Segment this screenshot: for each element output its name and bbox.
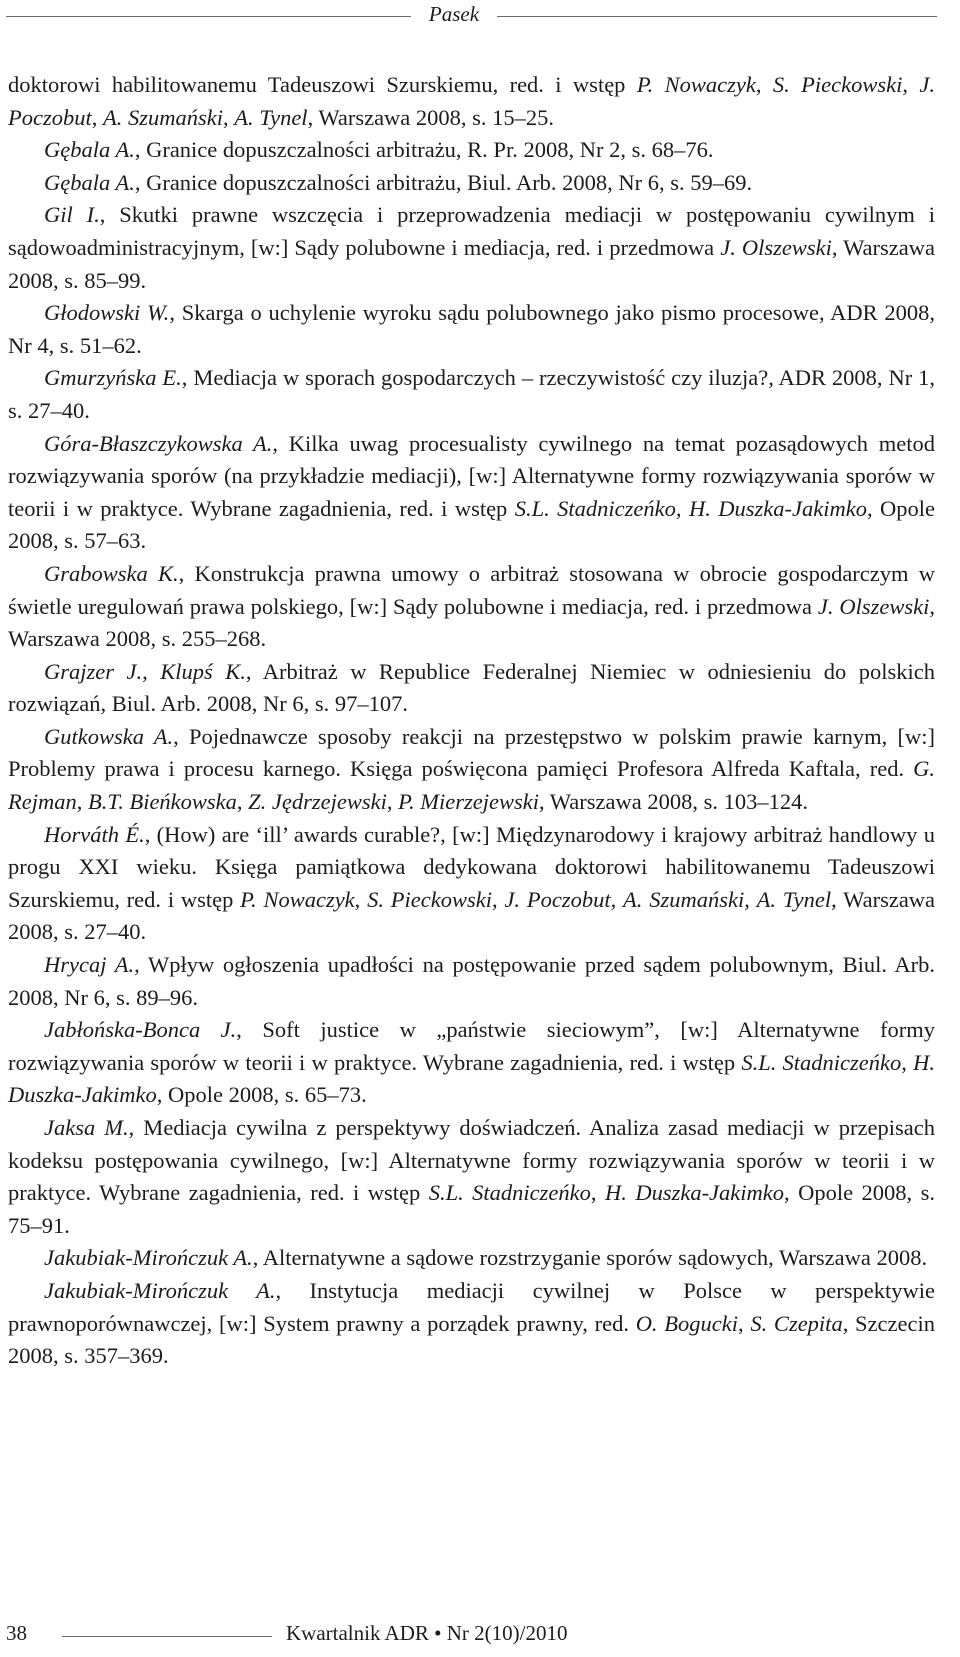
entry-text: , Granice dopuszczalności arbitrażu, Biul. Arb. 2008, Nr 6, s. 59–69. <box>134 169 753 195</box>
page-footer <box>0 1617 960 1651</box>
entry-text: , Pojednawcze sposoby reakcji na przestępstwo w polskim prawie karnym, [w:] Problemy prawa i procesu karnego. Księga poświęcona pamięci Profesora Alfreda Kaftala, red. <box>8 723 935 782</box>
entry-author-italic: H. Duszka-Jakimko <box>688 495 867 521</box>
entry-author-italic: Gmurzyńska E. <box>44 365 182 391</box>
entry-text: , Warszawa 2008, s. 27–40. <box>8 886 936 945</box>
running-header <box>0 0 960 34</box>
entry-text: , Mediacja w sporach gospodarczych – rzeczywistość czy iluzja?, ADR 2008, Nr 1, s. 27–40. <box>8 365 935 423</box>
entry-author-italic: J. Olszewski <box>817 593 930 619</box>
entry-text: , <box>142 658 161 684</box>
header-rule-right <box>497 16 937 17</box>
entry-text: , <box>492 886 505 912</box>
entry-author-italic: Grabowska K. <box>44 560 179 586</box>
entry-text: , Arbitraż w Republice Federalnej Niemiec w odniesieniu do polskich rozwiązań, Biul. Arb. 2008, Nr 6, s. 97–107. <box>8 658 935 717</box>
bibliography-entry <box>8 819 935 949</box>
entry-text: , Konstrukcja prawna umowy o arbitraż stosowana w obrocie gospodarczym w świetle uregulowań prawa polskiego, [w:] Sądy polubowne i mediacja, red. i przedmowa <box>8 560 935 619</box>
entry-text: , <box>76 789 88 815</box>
entry-author-italic: Jakubiak-Mirończuk A. <box>44 1245 253 1271</box>
header-rule-left <box>6 16 411 17</box>
bibliography-entry <box>8 134 935 167</box>
entry-text: , Warszawa 2008, s. 85–99. <box>8 234 935 293</box>
entry-text: , Szczecin 2008, s. 357–369. <box>8 1310 935 1369</box>
entry-text: , <box>675 495 689 521</box>
entry-author-italic: A. Tynel <box>234 104 308 130</box>
entry-author-italic: Jakubiak-Mirończuk A. <box>44 1277 276 1303</box>
entry-text: , <box>610 886 624 912</box>
entry-text: , Mediacja cywilna z perspektywy doświadczeń. Analiza zasad mediacji w przepisach kodeksu postępowania cywilnego, [w:] Alternatywne formy rozwiązywania sporów w teorii i w praktyce. Wybrane zagadnienia, red. i wstęp <box>8 1115 935 1206</box>
entry-text: , Instytucja mediacji cywilnej w Polsce w perspektywie prawnoporównawczej, [w:] System prawny a porządek prawny, red. <box>8 1277 935 1336</box>
bibliography-entry <box>8 721 935 819</box>
bibliography-list <box>8 69 935 1373</box>
page-number: 38 <box>6 1621 27 1645</box>
entry-text: , <box>91 104 103 130</box>
entry-author-italic: Góra-Błaszczykowska A. <box>44 430 273 456</box>
entry-text: , Opole 2008, s. 65–73. <box>156 1082 367 1108</box>
entry-text: , <box>590 1180 605 1206</box>
entry-author-italic: Z. Jędrzejewski <box>248 789 387 815</box>
entry-author-italic: A. Szumański <box>623 886 745 912</box>
entry-text: , Alternatywne a sądowe rozstrzyganie sporów sądowych, Warszawa 2008. <box>252 1245 928 1271</box>
bibliography-entry <box>8 1112 935 1242</box>
entry-text: , Wpływ ogłoszenia upadłości na postępowanie przed sądem polubownym, Biul. Arb. 2008, Nr 6, s. 89–96. <box>8 952 935 1010</box>
entry-text: doktorowi habilitowanemu Tadeuszowi Szurskiemu, red. i wstęp <box>8 72 637 97</box>
entry-text: , <box>386 789 399 815</box>
entry-author-italic: S.L. Stadniczeńko <box>741 1049 902 1075</box>
entry-text: , Warszawa 2008, s. 15–25. <box>307 104 555 130</box>
entry-text: , <box>223 104 235 130</box>
journal-name: Kwartalnik ADR • Nr 2(10)/2010 <box>286 1621 568 1645</box>
entry-text: , Granice dopuszczalności arbitrażu, R. Pr. 2008, Nr 2, s. 68–76. <box>134 137 714 163</box>
entry-author-italic: Gębala A. <box>44 137 135 163</box>
bibliography-entry <box>8 558 935 656</box>
footer-rule <box>62 1636 272 1637</box>
entry-text: , <box>738 1310 751 1336</box>
entry-author-italic: A. Tynel <box>756 886 832 912</box>
bibliography-entry <box>8 69 935 134</box>
entry-author-italic: J. Poczobut <box>8 72 936 130</box>
bibliography-entry <box>8 297 935 362</box>
entry-text: , <box>755 72 773 97</box>
entry-text: , <box>902 72 920 97</box>
entry-author-italic: S. Pieckowski <box>367 886 492 912</box>
entry-text: , Kilka uwag procesualisty cywilnego na temat pozasądowych metod rozwiązywania sporów (na przykładzie mediacji), [w:] Alternatywne formy rozwiązywania sporów w teorii i w praktyce. Wybrane zagadnienia, red. i wstęp <box>8 430 935 521</box>
bibliography-entry <box>8 656 935 721</box>
entry-author-italic: B.T. Bieńkowska <box>87 789 237 815</box>
entry-author-italic: Jaksa M. <box>44 1115 129 1140</box>
entry-text: , Warszawa 2008, s. 255–268. <box>8 593 935 652</box>
entry-author-italic: Gil I. <box>44 202 100 228</box>
bibliography-entry <box>8 949 935 1014</box>
entry-author-italic: H. Duszka-Jakimko <box>8 1049 936 1108</box>
entry-text: , Warszawa 2008, s. 103–124. <box>538 789 808 815</box>
bibliography-entry <box>8 1275 935 1373</box>
entry-author-italic: S. Czepita <box>750 1310 843 1336</box>
entry-text: , Opole 2008, s. 57–63. <box>8 495 935 554</box>
entry-author-italic: S.L. Stadniczeńko <box>514 495 676 521</box>
entry-author-italic: J. Poczobut <box>504 886 611 912</box>
entry-author-italic: S.L. Stadniczeńko <box>428 1180 591 1206</box>
bibliography-entry <box>8 362 935 427</box>
running-title: Pasek <box>428 2 480 26</box>
bibliography-entry <box>8 199 935 297</box>
entry-author-italic: P. Mierzejewski <box>398 789 539 815</box>
entry-author-italic: Hrycaj A. <box>44 952 135 978</box>
entry-author-italic: O. Bogucki <box>635 1310 738 1336</box>
entry-text: , Skutki prawne wszczęcia i przeprowadzenia mediacji w postępowaniu cywilnym i sądowoadministracyjnym, [w:] Sądy polubowne i mediacja, red. i przedmowa <box>8 202 935 260</box>
entry-text: , (How) are ‘ill’ awards curable?, [w:] Międzynarodowy i krajowy arbitraż handlowy u progu XXI wieku. Księga pamiątkowa dedykowana doktorowi habilitowanemu Tadeuszowi Szurskiemu, red. i wstęp <box>8 821 935 912</box>
entry-author-italic: H. Duszka-Jakimko <box>604 1180 785 1206</box>
entry-text: , Opole 2008, s. 75–91. <box>8 1180 936 1238</box>
entry-text: , <box>744 886 757 912</box>
entry-author-italic: Gutkowska A. <box>44 723 174 749</box>
entry-author-italic: P. Nowaczyk <box>240 886 355 912</box>
entry-author-italic: J. Olszewski <box>720 234 832 260</box>
bibliography-entry <box>8 1014 935 1112</box>
entry-author-italic: A. Szumański <box>103 104 223 130</box>
bibliography-entry <box>8 167 935 200</box>
entry-text: , <box>236 789 249 815</box>
entry-author-italic: Głodowski W. <box>44 300 170 326</box>
entry-text: , Soft justice w „państwie sieciowym”, [w:] Alternatywne formy rozwiązywania sporów w teorii i w praktyce. Wybrane zagadnienia, red. i wstęp <box>8 1017 935 1075</box>
entry-author-italic: Gębala A. <box>44 169 135 195</box>
entry-text: , <box>354 886 368 912</box>
entry-text: , Skarga o uchylenie wyroku sądu polubownego jako pismo procesowe, ADR 2008, Nr 4, s. 51–62. <box>8 300 935 358</box>
entry-author-italic: P. Nowaczyk <box>636 72 756 97</box>
entry-author-italic: Jabłońska-Bonca J. <box>44 1017 237 1043</box>
bibliography-entry <box>8 428 935 558</box>
bibliography-entry <box>8 1242 935 1275</box>
entry-text: , <box>901 1049 914 1075</box>
entry-author-italic: Klupś K. <box>160 658 246 684</box>
entry-author-italic: G. Rejman <box>8 756 935 815</box>
entry-author-italic: Horváth É. <box>44 821 145 847</box>
entry-author-italic: Grajzer J. <box>44 658 143 684</box>
entry-author-italic: S. Pieckowski <box>772 72 903 97</box>
